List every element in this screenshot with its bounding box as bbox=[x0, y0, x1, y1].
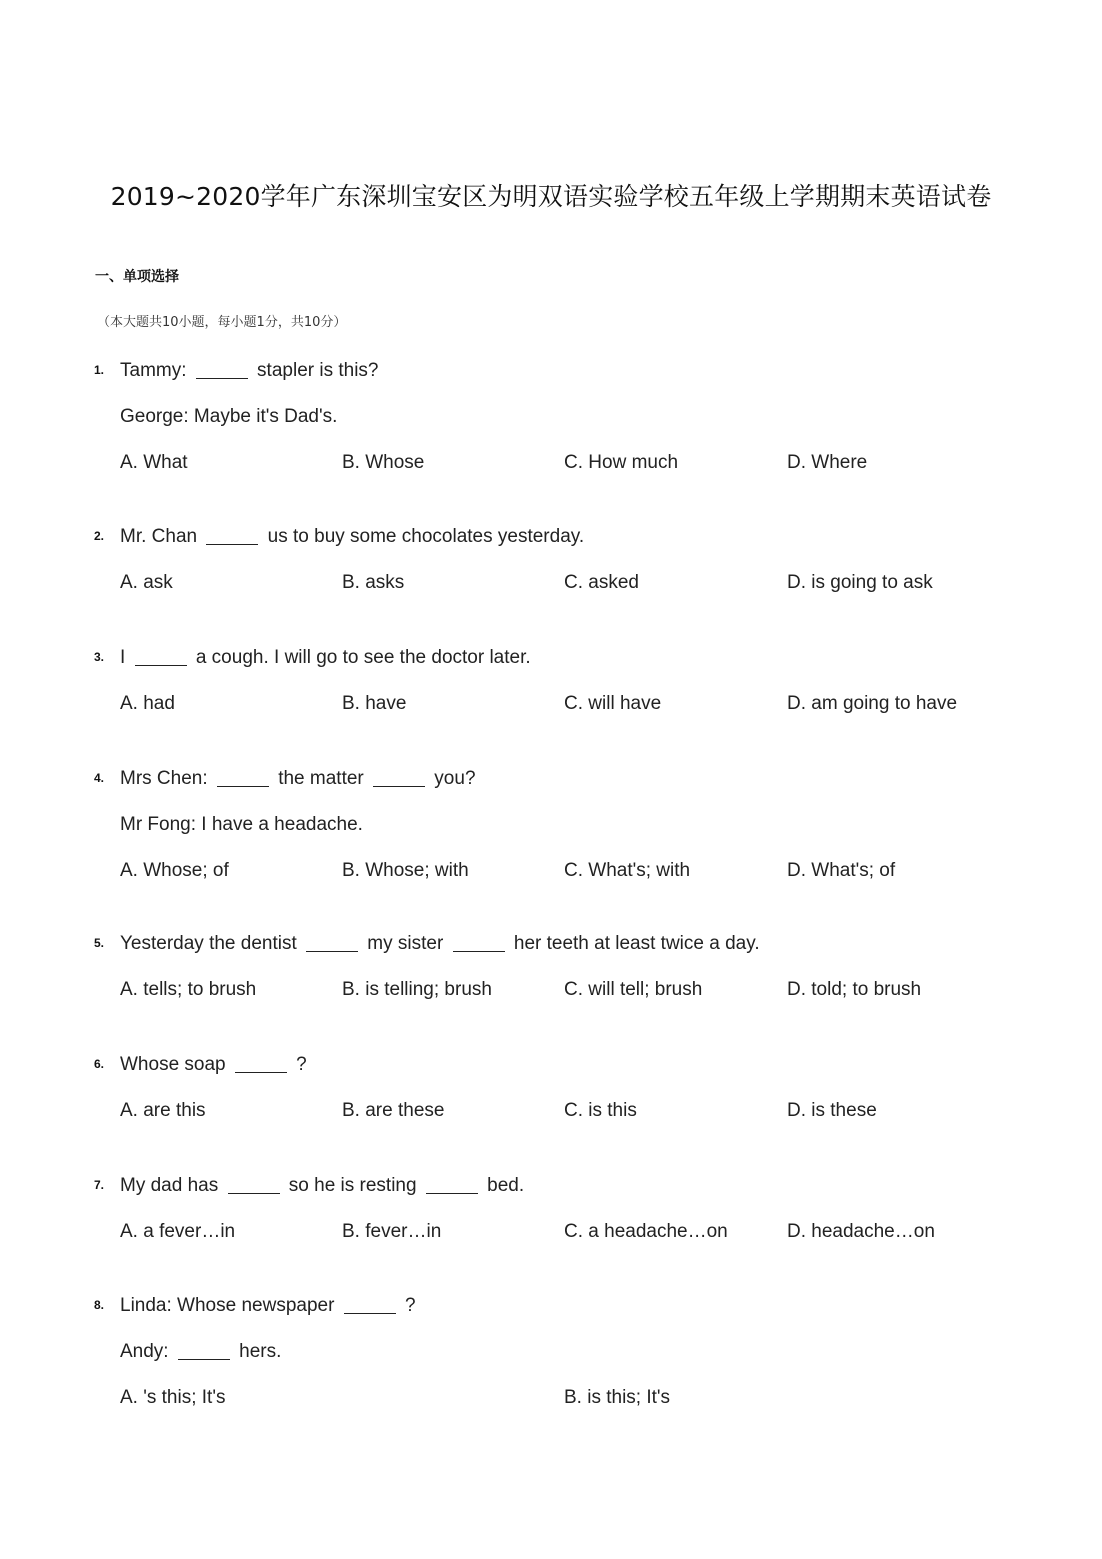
question-text: Linda: Whose newspaper bbox=[120, 1295, 340, 1316]
option-a: A. a fever…in bbox=[120, 1221, 236, 1242]
option-a: A. ask bbox=[120, 572, 173, 593]
question-text: Whose soap bbox=[120, 1054, 231, 1075]
option-c: C. asked bbox=[564, 572, 639, 593]
answer-blank bbox=[426, 1192, 478, 1194]
question-number: 6. bbox=[94, 1057, 105, 1071]
option-b: B. is telling; brush bbox=[342, 979, 492, 1000]
question-text: stapler is this? bbox=[251, 360, 379, 381]
question-text: Mrs Chen: bbox=[120, 768, 213, 789]
option-d: D. is going to ask bbox=[787, 572, 933, 593]
answer-blank bbox=[217, 785, 269, 787]
answer-blank bbox=[235, 1071, 287, 1073]
option-c: C. What's; with bbox=[564, 860, 691, 881]
question-stem bbox=[120, 526, 584, 548]
option-d: D. Where bbox=[787, 452, 868, 473]
option-a: A. tells; to brush bbox=[120, 979, 257, 1000]
question-text: Andy: bbox=[120, 1341, 174, 1362]
question-text: ? bbox=[399, 1295, 416, 1316]
question-text: I bbox=[120, 647, 131, 668]
section-title: 一、单项选择 bbox=[95, 269, 179, 285]
section-note: （本大题共10小题，每小题1分，共10分） bbox=[97, 315, 347, 330]
question-number: 1. bbox=[94, 363, 105, 377]
question-stem bbox=[120, 1054, 307, 1076]
option-b: B. have bbox=[342, 693, 407, 714]
option-d: D. What's; of bbox=[787, 860, 896, 881]
question-text: you? bbox=[429, 768, 476, 789]
option-d: D. told; to brush bbox=[787, 979, 922, 1000]
question-text: Tammy: bbox=[120, 360, 192, 381]
option-a: A. are this bbox=[120, 1100, 206, 1121]
question-number: 7. bbox=[94, 1178, 105, 1192]
question-stem bbox=[120, 768, 476, 790]
question-number: 2. bbox=[94, 529, 105, 543]
answer-blank bbox=[206, 543, 258, 545]
question-text: George: Maybe it's Dad's. bbox=[120, 406, 338, 427]
question-dialogue-line bbox=[120, 814, 363, 836]
question-number: 3. bbox=[94, 650, 105, 664]
option-a: A. 's this; It's bbox=[120, 1387, 226, 1408]
question-text: my sister bbox=[362, 933, 449, 954]
option-a: A. Whose; of bbox=[120, 860, 229, 881]
answer-blank bbox=[453, 950, 505, 952]
option-b: B. asks bbox=[342, 572, 405, 593]
question-text: ? bbox=[290, 1054, 307, 1075]
option-b: B. Whose bbox=[342, 452, 425, 473]
option-c: C. How much bbox=[564, 452, 679, 473]
option-d: D. headache…on bbox=[787, 1221, 935, 1242]
answer-blank bbox=[196, 377, 248, 379]
question-text: bed. bbox=[481, 1175, 525, 1196]
option-b: B. fever…in bbox=[342, 1221, 442, 1242]
question-text: Mr. Chan bbox=[120, 526, 203, 547]
option-a: A. had bbox=[120, 693, 175, 714]
question-text: the matter bbox=[272, 768, 370, 789]
question-stem bbox=[120, 1175, 524, 1197]
question-number: 5. bbox=[94, 936, 105, 950]
question-stem bbox=[120, 933, 760, 955]
question-stem bbox=[120, 360, 379, 382]
question-text: a cough. I will go to see the doctor later. bbox=[190, 647, 531, 668]
option-d: D. am going to have bbox=[787, 693, 958, 714]
answer-blank bbox=[228, 1192, 280, 1194]
question-text: Yesterday the dentist bbox=[120, 933, 303, 954]
question-number: 8. bbox=[94, 1298, 105, 1312]
option-c: C. will tell; brush bbox=[564, 979, 703, 1000]
option-a: A. What bbox=[120, 452, 188, 473]
exam-title: 2019~2020学年广东深圳宝安区为明双语实验学校五年级上学期期末英语试卷 bbox=[110, 182, 992, 211]
question-text: us to buy some chocolates yesterday. bbox=[262, 526, 585, 547]
question-stem bbox=[120, 647, 531, 669]
question-dialogue-line bbox=[120, 406, 337, 428]
option-b: B. are these bbox=[342, 1100, 445, 1121]
option-b: B. is this; It's bbox=[564, 1387, 671, 1408]
question-stem bbox=[120, 1295, 416, 1317]
question-text: so he is resting bbox=[283, 1175, 422, 1196]
question-text: her teeth at least twice a day. bbox=[508, 933, 760, 954]
answer-blank bbox=[306, 950, 358, 952]
answer-blank bbox=[178, 1358, 230, 1360]
option-c: C. is this bbox=[564, 1100, 637, 1121]
answer-blank bbox=[373, 785, 425, 787]
question-text: hers. bbox=[233, 1341, 282, 1362]
option-c: C. a headache…on bbox=[564, 1221, 728, 1242]
question-number: 4. bbox=[94, 771, 105, 785]
question-dialogue-line bbox=[120, 1341, 281, 1363]
option-c: C. will have bbox=[564, 693, 662, 714]
option-d: D. is these bbox=[787, 1100, 877, 1121]
answer-blank bbox=[135, 664, 187, 666]
answer-blank bbox=[344, 1312, 396, 1314]
option-b: B. Whose; with bbox=[342, 860, 469, 881]
question-text: My dad has bbox=[120, 1175, 224, 1196]
question-text: Mr Fong: I have a headache. bbox=[120, 814, 363, 835]
